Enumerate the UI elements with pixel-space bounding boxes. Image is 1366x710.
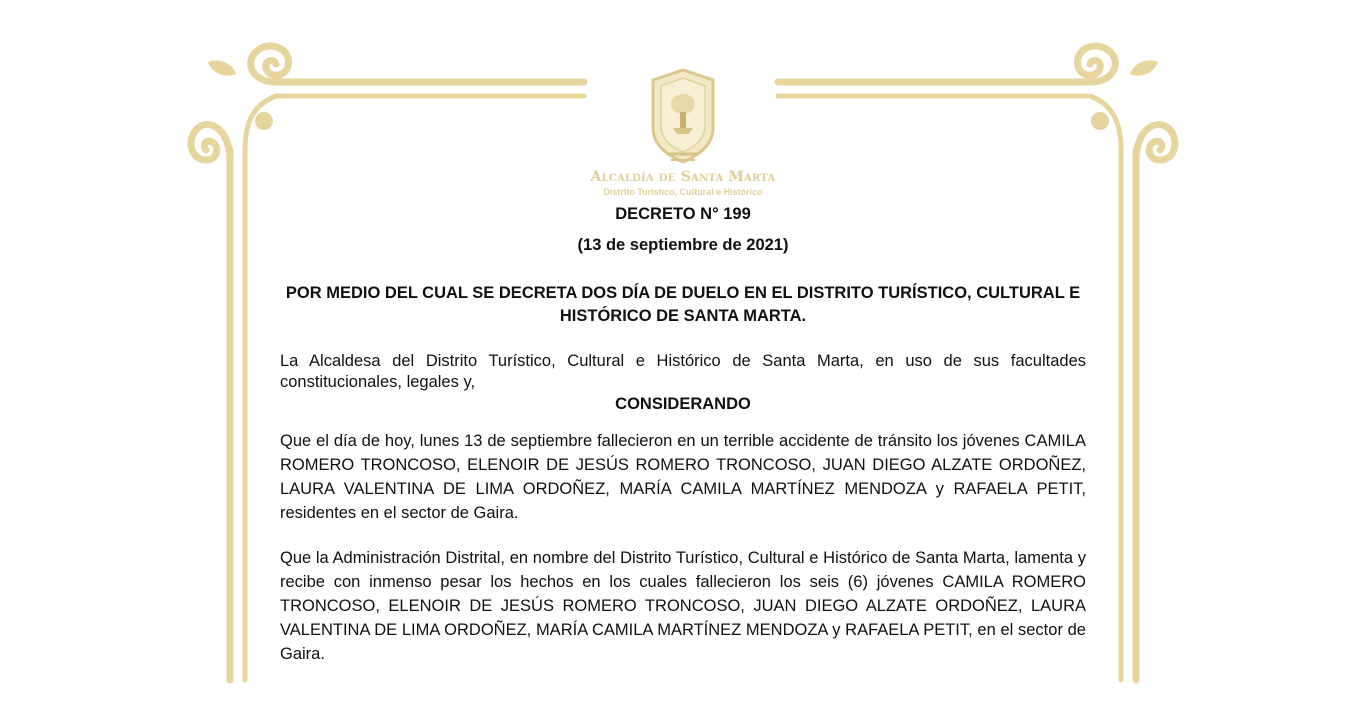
coat-of-arms-icon: [581, 66, 785, 170]
alcaldia-logo: [581, 66, 785, 202]
decree-number: DECRETO N° 199: [615, 205, 751, 223]
decree-date: (13 de septiembre de 2021): [577, 236, 789, 254]
frame-scroll-top-right: [1077, 46, 1115, 82]
frame-scroll-right: [1136, 125, 1175, 160]
frame-dot-right: [1091, 112, 1109, 130]
decree-heading: POR MEDIO DEL CUAL SE DECRETA DOS DÍA DE DUELO EN EL DISTRITO TURÍSTICO, CULTURAL E HISTÓRICO DE SANTA MARTA.: [285, 284, 1081, 325]
frame-leaf-left: [208, 61, 236, 76]
frame-leaf-right: [1130, 61, 1158, 76]
considerando-paragraph-1: Que el día de hoy, lunes 13 de septiembre fallecieron en un terrible accidente de tránsito los jóvenes CAMILA ROMERO TRONCOSO, ELENOIR DE JESÚS ROMERO TRONCOSO, JUAN DIEGO ALZATE ORDOÑEZ, LAURA VALENTINA DE LIMA ORDOÑEZ, MARÍA CAMILA MARTÍNEZ MENDOZA y RAFAELA PETIT, residentes en el sector de Gaira.: [280, 432, 1086, 522]
logo-title: Alcaldía de Santa Marta: [590, 169, 776, 185]
considerando-heading: CONSIDERANDO: [615, 395, 751, 413]
logo-subtitle: Distrito Turístico, Cultural e Histórico: [603, 187, 763, 197]
frame-dot-left: [255, 112, 273, 130]
frame-scroll-top-left: [251, 46, 289, 82]
intro-paragraph: La Alcaldesa del Distrito Turístico, Cultural e Histórico de Santa Marta, en uso de sus facultades constitucionales, legales y,: [280, 352, 1086, 391]
considerando-paragraph-2: Que la Administración Distrital, en nombre del Distrito Turístico, Cultural e Histórico de Santa Marta, lamenta y recibe con inmenso pesar los hechos en los cuales fallecieron los seis (6) jóvenes CAMILA ROMERO TRONCOSO, ELENOIR DE JESÚS ROMERO TRONCOSO, JUAN DIEGO ALZATE ORDOÑEZ, LAURA VALENTINA DE LIMA ORDOÑEZ, MARÍA CAMILA MARTÍNEZ MENDOZA y RAFAELA PETIT, en el sector de Gaira.: [280, 549, 1086, 663]
frame-scroll-left: [191, 125, 230, 160]
